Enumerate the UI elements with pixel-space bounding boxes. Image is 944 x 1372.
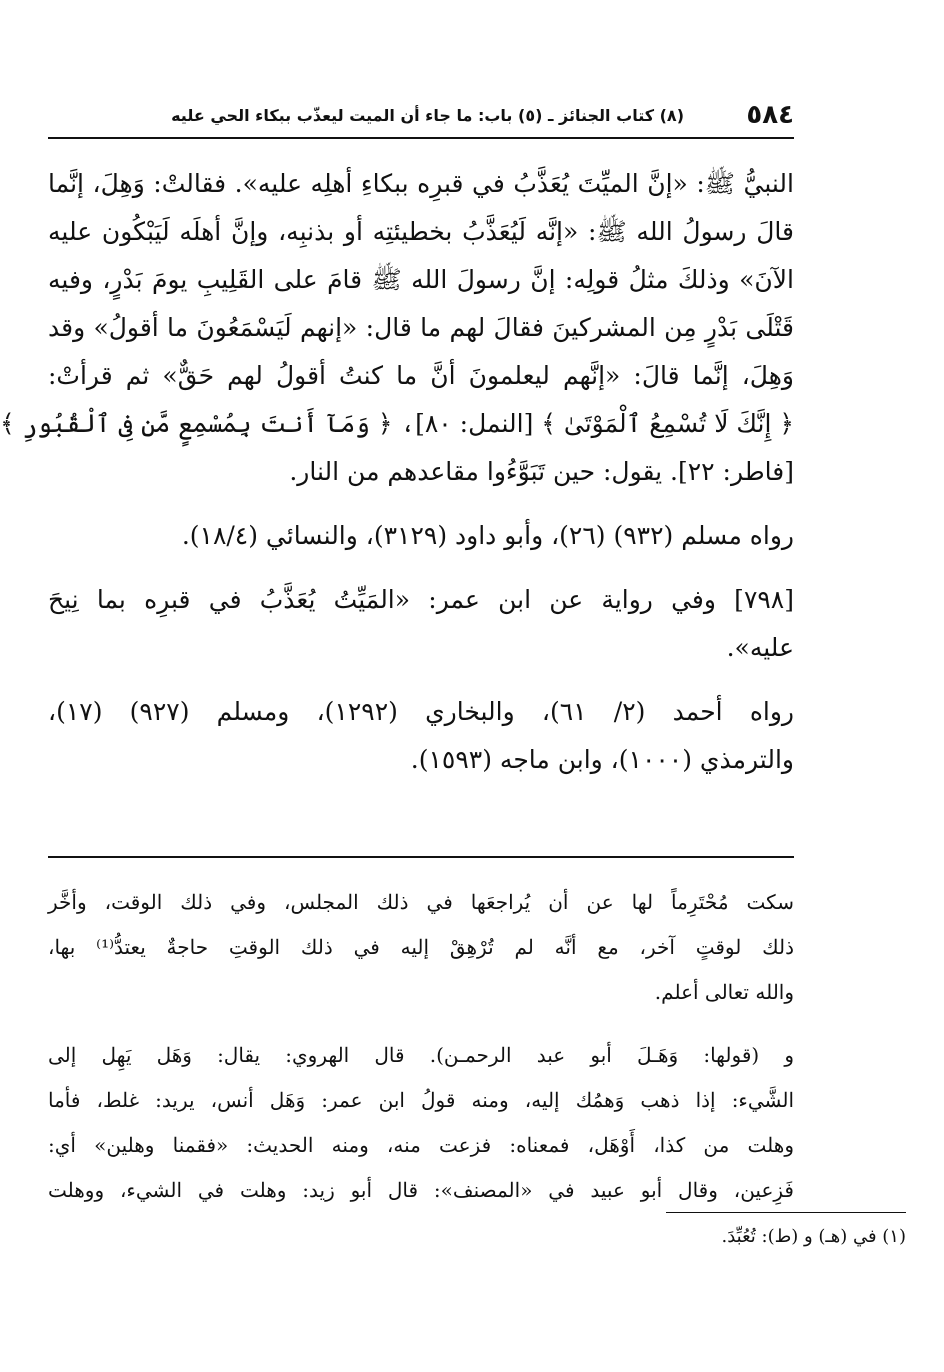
commentary-separator — [48, 856, 794, 858]
hadith-paragraph — [0, 160, 794, 496]
text-line: فَزِعين، وقال أبو عبيد في «المصنف»: قال أبو زيد: وهلت في الشيء، ووهلت — [48, 1178, 794, 1202]
quran-quote-line: ﴿ إِنَّكَ لَا تُسْمِعُ ٱلْمَوْتَىٰ ﴾ [النمل: ٨٠]، ﴿ وَمَآ أَنتَ بِمُسْمِعٍ مَّن فِى ٱلْقُبُورِ ﴾ — [0, 409, 794, 438]
running-title: (٨) كتاب الجنائز ـ (٥) باب: ما جاء أن الميت ليعذّب ببكاء الحي عليه — [171, 106, 684, 125]
main-text — [0, 160, 795, 784]
header-rule — [48, 137, 794, 139]
text-line: وهلت من كذا، أَوْهَل، فمعناه: فزعت منه، ومنه الحديث: «فقمنا وهلين» أي: — [48, 1133, 794, 1157]
text-line: سكت مُحْتَرِماً لها عن أن يُراجعَها في ذلك المجلس، وفي ذلك الوقت، وأخَّر — [48, 890, 794, 914]
commentary-paragraph — [48, 880, 794, 1015]
hadith-798 — [48, 576, 794, 672]
text-line: عليه». — [726, 633, 794, 662]
hadith-reference — [48, 512, 794, 560]
reference-line: رواه أحمد (٢/ ٦١)، والبخاري (١٢٩٢)، ومسلم (٩٢٧) (١٧)، — [48, 697, 795, 726]
text-line: [فاطر: ٢٢]. يقول: حين تَبَوَّءُوا مقاعدهم من النار. — [289, 457, 794, 486]
page-number: ٥٨٤ — [746, 100, 794, 130]
text-line: الآنَ» وذلكَ مثلُ قولِه: إنَّ رسولَ الله ﷺ قامَ على القَلِيبِ يومَ بَدْرٍ، وفيه — [48, 265, 794, 294]
reference-line: والترمذي (١٠٠٠)، وابن ماجه (١٥٩٣). — [410, 745, 794, 774]
text-line: وَهِلَ، إنَّما قالَ: «إنَّهم ليعلمونَ أنَّ ما كنتُ أقولُ لهم حَقٌّ» ثم قرأتْ: — [48, 361, 794, 390]
text-line: النبيُّ ﷺ: «إنَّ الميِّتَ يُعَذَّبُ في قبرِه ببكاءِ أهلِه عليه». فقالتْ: وَهِلَ، إنَّما — [48, 169, 794, 198]
text-line: الشَّيء: إذا ذهب وَهمُك إليه، ومنه قولُ ابن عمر: وَهَل أنس، يريد: غلط، فأما — [48, 1088, 794, 1112]
text-line: ذلك لوقتٍ آخر، مع أنَّه لم تُرْهِقْ إليه في ذلك الوقتِ حاجةٌ يعتدُّ⁽¹⁾ بها، — [48, 935, 794, 959]
text-line: قالَ رسولُ الله ﷺ: «إنَّه لَيُعَذَّبُ بخطيئتِه أو بذنبِه، وإنَّ أهلَه لَيَبْكُون عليه — [48, 217, 794, 246]
hadith-reference-2 — [48, 688, 794, 784]
footnote-rule — [666, 1212, 906, 1213]
reference-line: رواه مسلم (٩٣٢) (٢٦)، وأبو داود (٣١٢٩)، والنسائي (١٨/٤). — [181, 521, 794, 550]
text-line: قَتْلَى بَدْرٍ مِن المشركينَ فقالَ لهم ما قال: «إنهم لَيَسْمَعُونَ ما أقولُ» وقد — [48, 313, 794, 342]
commentary — [48, 880, 794, 1213]
footnote: (١) في (هـ) و (ط): تُعُبِّدَ. — [721, 1226, 906, 1247]
text-line: و (قولها: وَهَـلَ أبو عبد الرحمـن). قال الهروي: يقال: وَهَل يَهِل إلى — [48, 1043, 794, 1067]
commentary-paragraph — [48, 1033, 794, 1213]
page-header — [48, 98, 794, 138]
text-line: [٧٩٨] وفي رواية عن ابن عمر: «المَيِّتُ يُعَذَّبُ في قبرِه بما نِيحَ — [48, 585, 794, 614]
text-line: والله تعالى أعلم. — [654, 980, 794, 1004]
paragraph-gap — [48, 1015, 794, 1033]
